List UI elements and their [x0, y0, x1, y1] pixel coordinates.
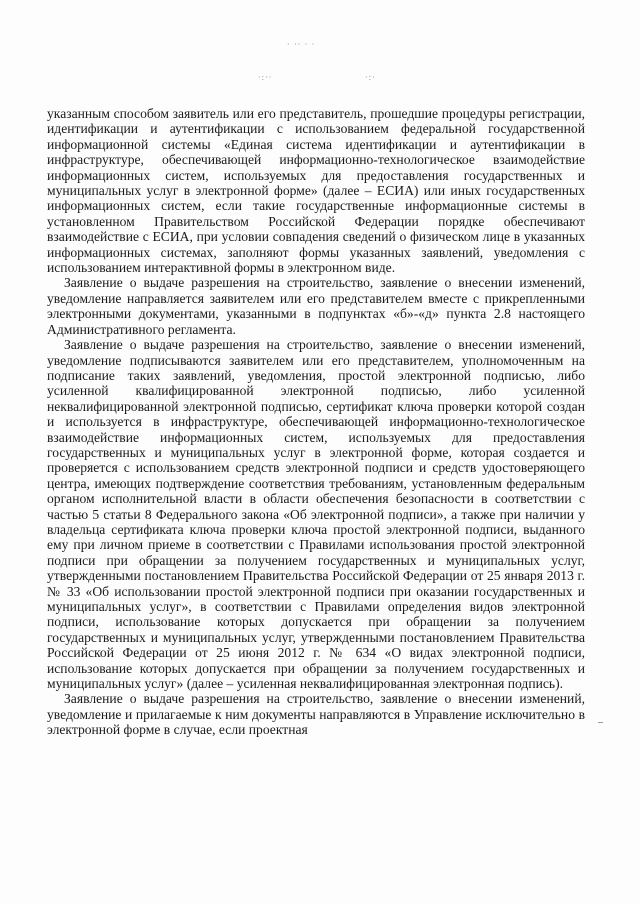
document-body — [47, 106, 585, 738]
paragraph-2: Заявление о выдаче разрешения на строительство, заявление о внесении изменений, уведомление направляется заявителем или его представителем вместе с прикрепленными электронными документами, указанными в подпунктах «б»-«д» пункта 2.8 настоящего Административного регламента. — [47, 275, 585, 337]
scan-artifact-top-3: ·:· — [365, 73, 376, 82]
scan-artifact-top: · ·· · · — [287, 40, 316, 49]
scan-artifact-top-2: ·:·· — [258, 73, 273, 82]
paragraph-1: указанным способом заявитель или его представитель, прошедшие процедуры регистрации, идентификации и аутентификации с использованием федеральной государственной информационной системы «Единая система идентификации и аутентификации в инфраструктуре, обеспечивающей информационно-технологическое взаимодействие информационных систем, используемых для предоставления государственных и муниципальных услуг в электронной форме» (далее – ЕСИА) или иных государственных информационных систем, если такие государственные информационные системы в установленном Правительством Российской Федерации порядке обеспечивают взаимодействие с ЕСИА, при условии совпадения сведений о физическом лице в указанных информационных системах, заполняют формы указанных заявлений, уведомления с использованием интерактивной формы в электронном виде. — [47, 106, 585, 276]
paragraph-3: Заявление о выдаче разрешения на строительство, заявление о внесении изменений, уведомление подписываются заявителем или его представителем, уполномоченным на подписание таких заявлений, уведомления, простой электронной подписью, либо усиленной квалифицированной электронной подписью, либо усиленной неквалифицированной электронной подписью, сертификат ключа проверки которой создан и используется в инфраструктуре, обеспечивающей информационно-технологическое взаимодействие информационных систем, используемых для предоставления государственных и муниципальных услуг в электронной форме, которая создается и проверяется с использованием средств электронной подписи и средств удостоверяющего центра, имеющих подтверждение соответствия требованиям, установленным федеральным органом исполнительной власти в области обеспечения безопасности в соответствии с частью 5 статьи 8 Федерального закона «Об электронной подписи», а также при наличии у владельца сертификата ключа проверки ключа простой электронной подписи, выданного ему при личном приеме в соответствии с Правилами использования простой электронной подписи при обращении за получением государственных и муниципальных услуг, утвержденными постановлением Правительства Российской Федерации от 25 января 2013 г. № 33 «Об использовании простой электронной подписи при оказании государственных и муниципальных услуг», в соответствии с Правилами определения видов электронной подписи, использование которых допускается при обращении за получением государственных и муниципальных услуг, утвержденными постановлением Правительства Российской Федерации от 25 июня 2012 г. № 634 «О видах электронной подписи, использование которых допускается при обращении за получением государственных и муниципальных услуг» (далее – усиленная неквалифицированная электронная подпись). — [47, 337, 585, 692]
margin-mark — [598, 722, 603, 723]
paragraph-4: Заявление о выдаче разрешения на строительство, заявление о внесении изменений, уведомление и прилагаемые к ним документы направляются в Управление исключительно в электронной форме в случае, если проектная — [47, 691, 585, 738]
